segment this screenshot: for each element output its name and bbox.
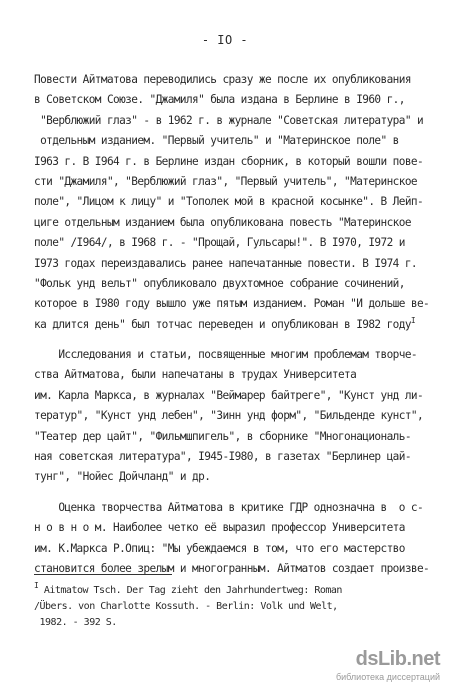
- watermark-tagline: библиотека диссертаций: [335, 672, 440, 682]
- text-line: Исследования и статьи, посвященные многим проблемам творче-: [34, 348, 417, 362]
- text-line: тунг", "Нойес Дойчланд" и др.: [34, 470, 211, 484]
- text-line: им. Карла Маркса, в журналах "Веймарер байтреге", "Кунст унд ли-: [34, 388, 424, 402]
- text-line: циге отдельным изданием была опубликована повесть "Материнское: [34, 215, 411, 229]
- footnote-line: /Übers. von Charlotte Kossuth. - Berlin: Volk und Welt,: [34, 601, 338, 612]
- footnote-text: Aitmatow Tsch. Der Tag zieht den Jahrhundertweg: Roman: [38, 585, 342, 596]
- text-line: н о в н о м. Наиболее четко её выразил профессор Университета: [34, 521, 405, 535]
- text-line-content: ка длится день" был тотчас переведен и опубликован в I982 году: [34, 317, 411, 331]
- text-line: "Верблюжий глаз" - в 1962 г. в журнале "Советская литература" и: [34, 113, 424, 127]
- text-line: I973 годах переиздавались ранее напечатанные повести. В I974 г.: [34, 256, 417, 270]
- text-line: становится более зрелым и многогранным. Айтматов создает произве-: [34, 561, 430, 575]
- footnote-line: [34, 583, 438, 599]
- text-line: сти "Джамиля", "Верблюжий глаз", "Первый учитель", "Материнское: [34, 174, 417, 188]
- text-line: в Советском Союзе. "Джамиля" была издана в Берлине в I960 г.,: [34, 93, 405, 107]
- footnote-line: 1982. - 392 S.: [34, 617, 117, 628]
- footnote: [34, 583, 438, 631]
- text-line: поле", "Лицом к лицу" и "Тополек мой в красной косынке". В Лейп-: [34, 195, 424, 209]
- footnote-reference: I: [410, 315, 416, 325]
- text-line: отдельным изданием. "Первый учитель" и "Материнское поле" в: [34, 134, 399, 148]
- text-line: ства Айтматова, были напечатаны в трудах Университета: [34, 368, 357, 382]
- text-line: тератур", "Кунст унд лебен", "Зинн унд форм", "Бильденде кунст",: [34, 409, 424, 423]
- text-line: I963 г. В I964 г. в Берлине издан сборник, в который вошли пове-: [34, 154, 424, 168]
- main-text: [34, 70, 438, 579]
- text-line: "Театер дер цайт", "Фильмшпигель", в сборнике "Многонациональ-: [34, 429, 411, 443]
- text-line: Оценка творчества Айтматова в критике ГДР однозначна в о с-: [34, 500, 424, 514]
- text-line: поле" /I964/, в I968 г. - "Прощай, Гульсары!". В I970, I972 и: [34, 236, 405, 250]
- footnote-marker: I: [34, 581, 39, 590]
- footnote-divider: [34, 574, 172, 575]
- text-line-with-footnote-ref: [34, 315, 438, 335]
- text-line: "Фольк унд вельт" опубликовало двухтомное собрание сочинений,: [34, 276, 405, 290]
- watermark-logo: dsLib.net: [355, 648, 440, 670]
- text-line: ная советская литература", I945-I980, в газетах "Берлинер цай-: [34, 450, 411, 464]
- watermark: [290, 648, 440, 688]
- text-line: Повести Айтматова переводились сразу же после их опубликования: [34, 73, 411, 86]
- text-line: которое в I980 году вышло уже пятым изданием. Роман "И дольше ве-: [34, 297, 430, 311]
- page-number: - IO -: [201, 33, 249, 47]
- text-line: им. К.Маркса Р.Опиц: "Мы убеждаемся в том, что его мастерство: [34, 541, 405, 555]
